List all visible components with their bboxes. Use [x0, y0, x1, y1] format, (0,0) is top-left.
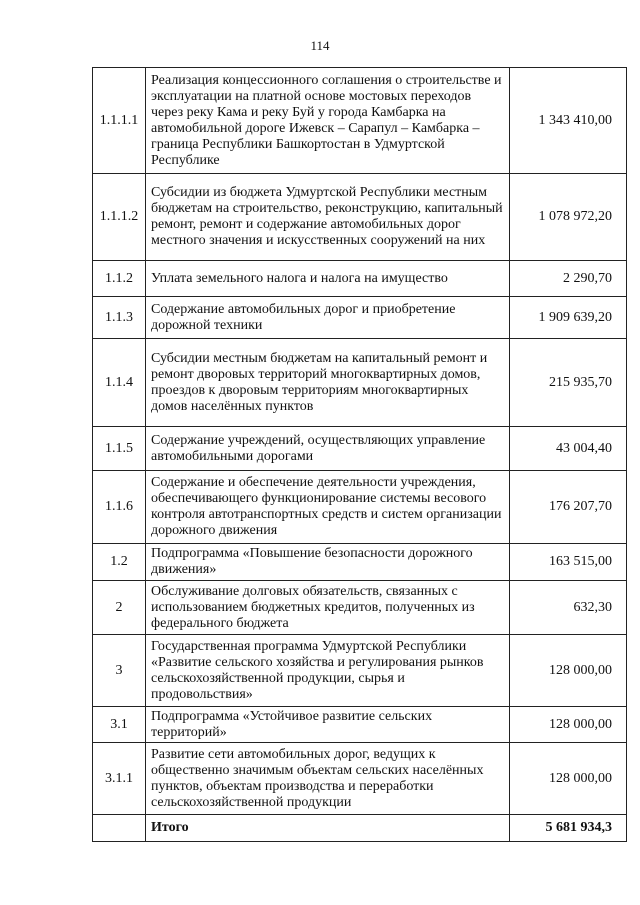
row-code: 1.1.1.1 [93, 68, 146, 174]
row-amount: 43 004,40 [510, 427, 627, 471]
total-label: Итого [146, 815, 510, 842]
row-amount: 176 207,70 [510, 471, 627, 544]
row-amount: 1 078 972,20 [510, 174, 627, 261]
budget-table [92, 67, 627, 842]
row-amount: 632,30 [510, 581, 627, 635]
table-row [93, 339, 627, 427]
row-amount: 1 343 410,00 [510, 68, 627, 174]
row-name: Государственная программа Удмуртской Республики «Развитие сельского хозяйства и регулирования рынков сельскохозяйственной продукции, сырья и продовольствия» [146, 635, 510, 707]
row-name: Содержание автомобильных дорог и приобретение дорожной техники [146, 297, 510, 339]
row-amount: 2 290,70 [510, 261, 627, 297]
row-name: Уплата земельного налога и налога на имущество [146, 261, 510, 297]
table-row [93, 743, 627, 815]
row-code: 1.1.6 [93, 471, 146, 544]
page-number: 114 [310, 38, 330, 53]
row-code: 1.2 [93, 544, 146, 581]
row-name: Обслуживание долговых обязательств, связанных с использованием бюджетных кредитов, полученных из федерального бюджета [146, 581, 510, 635]
row-amount: 128 000,00 [510, 743, 627, 815]
row-name: Субсидии местным бюджетам на капитальный ремонт и ремонт дворовых территорий многоквартирных домов, проездов к дворовым территориям многоквартирных домов населённых пунктов [146, 339, 510, 427]
table-row [93, 635, 627, 707]
row-name: Развитие сети автомобильных дорог, ведущих к общественно значимым объектам сельских населённых пунктов, объектам производства и переработки сельскохозяйственной продукции [146, 743, 510, 815]
row-code: 3 [93, 635, 146, 707]
total-amount: 5 681 934,3 [510, 815, 627, 842]
row-amount: 1 909 639,20 [510, 297, 627, 339]
row-amount: 163 515,00 [510, 544, 627, 581]
row-amount: 215 935,70 [510, 339, 627, 427]
table-row [93, 707, 627, 743]
row-code: 1.1.4 [93, 339, 146, 427]
table-row [93, 427, 627, 471]
table-row [93, 297, 627, 339]
row-name: Реализация концессионного соглашения о строительстве и эксплуатации на платной основе мостовых переходов через реку Кама и реку Буй у города Камбарка на автомобильной дороге Ижевск – Сарапул – Камбарка – граница Республики Башкортостан в Удмуртской Республике [146, 68, 510, 174]
table-row [93, 581, 627, 635]
row-code: 1.1.3 [93, 297, 146, 339]
table-row [93, 471, 627, 544]
row-code: 1.1.5 [93, 427, 146, 471]
total-code [93, 815, 146, 842]
total-row [93, 815, 627, 842]
table-row [93, 261, 627, 297]
row-name: Подпрограмма «Устойчивое развитие сельских территорий» [146, 707, 510, 743]
row-name: Подпрограмма «Повышение безопасности дорожного движения» [146, 544, 510, 581]
row-name: Содержание и обеспечение деятельности учреждения, обеспечивающего функционирование системы весового контроля автотранспортных средств и систем организации дорожного движения [146, 471, 510, 544]
row-amount: 128 000,00 [510, 707, 627, 743]
row-code: 1.1.1.2 [93, 174, 146, 261]
table-row [93, 544, 627, 581]
row-code: 3.1.1 [93, 743, 146, 815]
table-row [93, 174, 627, 261]
row-amount: 128 000,00 [510, 635, 627, 707]
row-code: 3.1 [93, 707, 146, 743]
row-name: Содержание учреждений, осуществляющих управление автомобильными дорогами [146, 427, 510, 471]
row-code: 2 [93, 581, 146, 635]
row-code: 1.1.2 [93, 261, 146, 297]
row-name: Субсидии из бюджета Удмуртской Республики местным бюджетам на строительство, реконструкцию, капитальный ремонт, ремонт и содержание автомобильных дорог местного значения и искусственных сооружений на них [146, 174, 510, 261]
table-row [93, 68, 627, 174]
